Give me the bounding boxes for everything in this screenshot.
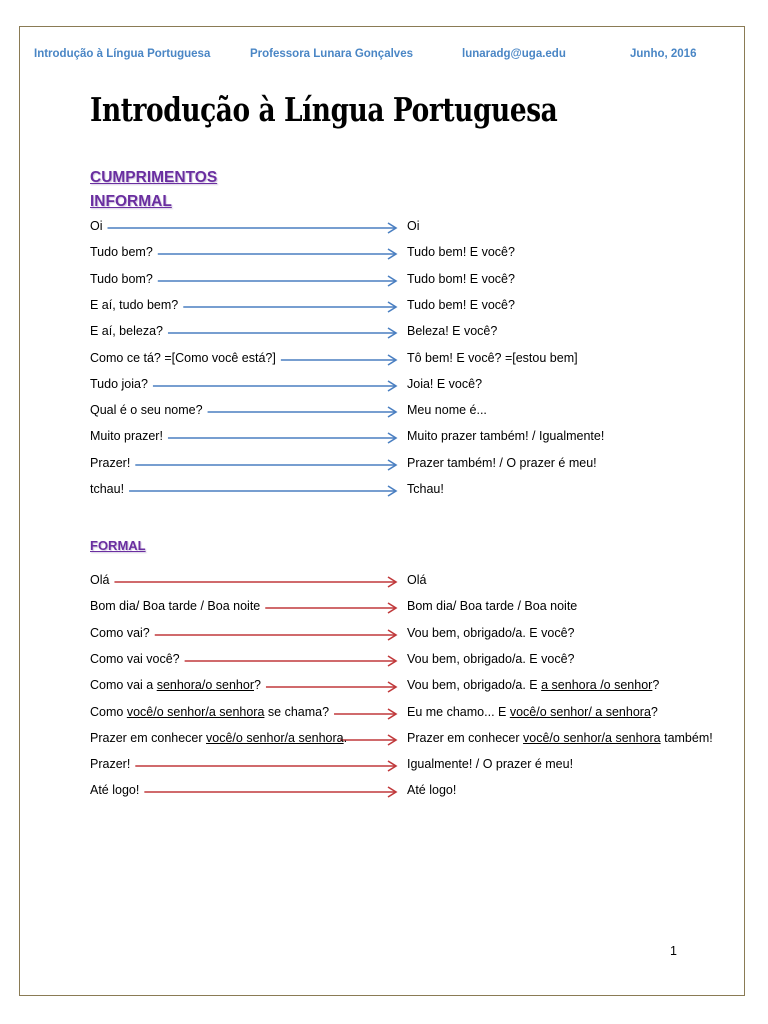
text-segment: Beleza! E você? bbox=[407, 324, 498, 339]
text-segment: Bom dia/ Boa tarde / Boa noite bbox=[90, 599, 261, 614]
formal-row bbox=[0, 571, 768, 591]
formal-greeting bbox=[90, 652, 180, 666]
header-email: lunaradg@uga.edu bbox=[462, 48, 566, 60]
formal-greeting bbox=[90, 626, 150, 640]
informal-row bbox=[0, 296, 768, 316]
text-segment: Olá bbox=[90, 573, 110, 587]
text-segment: Eu me chamo... E bbox=[407, 704, 510, 719]
formal-response bbox=[407, 599, 577, 613]
formal-row bbox=[0, 729, 768, 749]
header-date: Junho, 2016 bbox=[630, 48, 697, 60]
informal-response bbox=[407, 272, 515, 286]
informal-row bbox=[0, 322, 768, 342]
formal-greeting bbox=[90, 757, 130, 771]
text-segment: Oi bbox=[407, 219, 420, 233]
text-segment: Prazer! bbox=[90, 757, 131, 772]
formal-response bbox=[407, 678, 659, 692]
informal-response bbox=[407, 456, 597, 470]
underlined-text: você/o senhor/a senhora bbox=[523, 730, 661, 745]
informal-row bbox=[0, 243, 768, 263]
text-segment: Tudo bom? bbox=[90, 271, 153, 286]
text-segment: Muito prazer! bbox=[90, 429, 163, 444]
section-heading-cumprimentos: CUMPRIMENTOS bbox=[90, 169, 218, 186]
header-professor: Professora Lunara Gonçalves bbox=[250, 48, 413, 60]
underlined-text: a senhora /o senhor bbox=[541, 678, 653, 693]
formal-greeting bbox=[90, 573, 109, 587]
formal-greeting bbox=[90, 705, 329, 719]
text-segment: Prazer também! / O prazer é meu! bbox=[407, 455, 597, 470]
informal-response bbox=[407, 219, 420, 233]
formal-row bbox=[0, 624, 768, 644]
text-segment: Oi bbox=[90, 219, 103, 233]
formal-response bbox=[407, 783, 456, 797]
informal-response bbox=[407, 482, 444, 496]
informal-greeting bbox=[90, 456, 130, 470]
text-segment: Como vai? bbox=[90, 625, 150, 640]
informal-greeting bbox=[90, 377, 148, 391]
informal-response bbox=[407, 377, 482, 391]
formal-row bbox=[0, 755, 768, 775]
text-segment: Como vai a bbox=[90, 678, 157, 693]
text-segment: Bom dia/ Boa tarde / Boa noite bbox=[407, 599, 578, 614]
informal-row bbox=[0, 401, 768, 421]
informal-greeting bbox=[90, 245, 153, 259]
informal-greeting bbox=[90, 298, 178, 312]
informal-response bbox=[407, 403, 487, 417]
formal-row bbox=[0, 703, 768, 723]
section-heading-formal: FORMAL bbox=[90, 538, 146, 553]
text-segment: E aí, beleza? bbox=[90, 324, 163, 339]
text-segment: Joia! E você? bbox=[407, 376, 483, 391]
informal-greeting bbox=[90, 219, 103, 233]
text-segment: Tudo bom! E você? bbox=[407, 271, 515, 286]
text-segment: se chama? bbox=[264, 704, 330, 719]
formal-greeting bbox=[90, 783, 139, 797]
informal-greeting bbox=[90, 351, 276, 365]
formal-response bbox=[407, 652, 574, 666]
header-course: Introdução à Língua Portuguesa bbox=[34, 48, 211, 60]
formal-response bbox=[407, 626, 574, 640]
text-segment: Tudo bem! E você? bbox=[407, 297, 515, 312]
informal-row bbox=[0, 375, 768, 395]
informal-greeting bbox=[90, 324, 163, 338]
text-segment: Meu nome é... bbox=[407, 403, 487, 418]
informal-greeting bbox=[90, 272, 153, 286]
informal-response bbox=[407, 429, 604, 443]
informal-greeting bbox=[90, 482, 124, 496]
informal-row bbox=[0, 454, 768, 474]
arrow-icon bbox=[0, 571, 768, 591]
informal-response bbox=[407, 245, 515, 259]
formal-greeting bbox=[90, 599, 260, 613]
informal-response bbox=[407, 351, 578, 365]
text-segment: E aí, tudo bem? bbox=[90, 297, 179, 312]
text-segment: Tudo bem? bbox=[90, 245, 153, 260]
informal-row bbox=[0, 217, 768, 237]
formal-row bbox=[0, 781, 768, 801]
text-segment: Como ce tá? =[Como você está?] bbox=[90, 350, 276, 365]
text-segment: ? bbox=[652, 678, 660, 693]
formal-greeting bbox=[90, 678, 261, 692]
text-segment: Tudo joia? bbox=[90, 376, 148, 391]
text-segment: Vou bem, obrigado/a. E bbox=[407, 678, 542, 693]
arrow-icon bbox=[0, 217, 768, 237]
text-segment: tchau! bbox=[90, 482, 125, 496]
text-segment: Até logo! bbox=[407, 783, 457, 798]
text-segment: ? bbox=[254, 678, 261, 693]
formal-response bbox=[407, 705, 658, 719]
text-segment: Qual é o seu nome? bbox=[90, 403, 203, 418]
formal-response bbox=[407, 573, 426, 587]
text-segment: ? bbox=[650, 704, 658, 719]
informal-row bbox=[0, 270, 768, 290]
text-segment: Tchau! bbox=[407, 482, 444, 496]
page-title: Introdução à Língua Portuguesa bbox=[90, 90, 558, 129]
text-segment: . bbox=[343, 730, 348, 745]
informal-greeting bbox=[90, 403, 203, 417]
text-segment: Prazer! bbox=[90, 455, 131, 470]
formal-greeting bbox=[90, 731, 347, 745]
informal-row bbox=[0, 349, 768, 369]
text-segment: Vou bem, obrigado/a. E você? bbox=[407, 651, 575, 666]
text-segment: Muito prazer também! / Igualmente! bbox=[407, 429, 605, 444]
text-segment: Até logo! bbox=[90, 783, 140, 798]
informal-greeting bbox=[90, 429, 163, 443]
formal-row bbox=[0, 676, 768, 696]
section-heading-informal: INFORMAL bbox=[90, 193, 172, 210]
underlined-text: você/o senhor/a senhora bbox=[206, 730, 344, 745]
informal-response bbox=[407, 324, 497, 338]
informal-response bbox=[407, 298, 515, 312]
underlined-text: você/o senhor/a senhora bbox=[126, 704, 265, 719]
informal-row bbox=[0, 427, 768, 447]
text-segment: Como vai você? bbox=[90, 651, 180, 666]
text-segment: também! bbox=[660, 730, 713, 745]
underlined-text: senhora/o senhor bbox=[156, 678, 254, 693]
text-segment: Vou bem, obrigado/a. E você? bbox=[407, 625, 575, 640]
text-segment: Olá bbox=[407, 573, 427, 587]
text-segment: Como bbox=[90, 704, 127, 719]
underlined-text: você/o senhor/ a senhora bbox=[509, 704, 651, 719]
formal-row bbox=[0, 597, 768, 617]
text-segment: Prazer em conhecer bbox=[407, 730, 524, 745]
text-segment: Tudo bem! E você? bbox=[407, 245, 515, 260]
formal-response bbox=[407, 757, 573, 771]
text-segment: Tô bem! E você? =[estou bem] bbox=[407, 350, 578, 365]
formal-row bbox=[0, 650, 768, 670]
text-segment: Prazer em conhecer bbox=[90, 730, 207, 745]
page-number: 1 bbox=[670, 944, 677, 958]
text-segment: Igualmente! / O prazer é meu! bbox=[407, 757, 574, 772]
formal-response bbox=[407, 731, 713, 745]
informal-row bbox=[0, 480, 768, 500]
